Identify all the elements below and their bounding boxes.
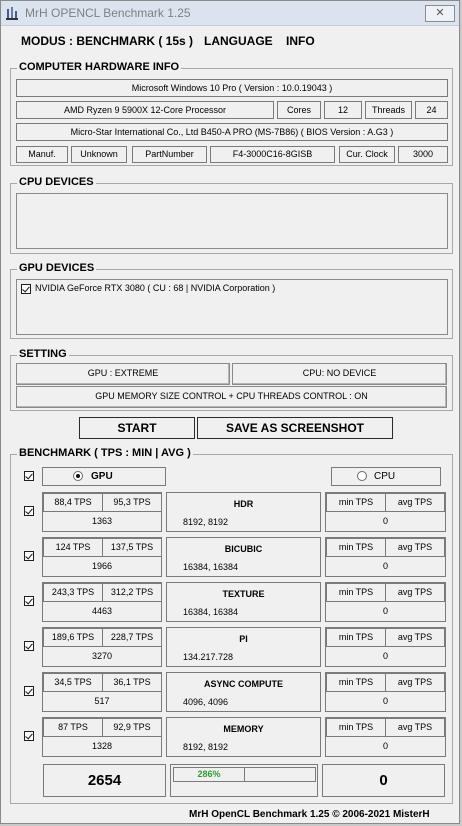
close-button[interactable]: ✕ [425, 5, 455, 22]
progress-panel [170, 764, 318, 797]
test-name: TEXTURE [222, 589, 265, 599]
cpu-radio[interactable] [357, 471, 367, 481]
gpu-avg-tps: 228,7 TPS [102, 628, 162, 647]
cpu-result-panel [325, 582, 446, 622]
test-info-panel [166, 717, 321, 757]
cpu-avg-tps: avg TPS [385, 673, 445, 692]
menu-modus[interactable]: MODUS : BENCHMARK ( 15s ) [21, 34, 194, 48]
gpu-result-panel [42, 537, 162, 577]
hardware-info-group [10, 61, 453, 166]
test-name: HDR [233, 499, 254, 509]
gpu-radio-label: GPU [91, 471, 113, 482]
test-checkbox-texture[interactable] [24, 596, 34, 606]
gpu-result-panel [42, 492, 162, 532]
gpu-avg-tps: 137,5 TPS [102, 538, 162, 557]
gpu-min-tps: 87 TPS [43, 718, 103, 737]
cpu-model-field: AMD Ryzen 9 5900X 12-Core Processor [16, 101, 274, 119]
clock-label: Cur. Clock [339, 146, 395, 163]
gpu-min-tps: 34,5 TPS [43, 673, 103, 692]
test-size: 134.217.728 [183, 652, 234, 662]
cores-label: Cores [277, 101, 321, 119]
test-info-panel [166, 672, 321, 712]
test-info-panel [166, 582, 321, 622]
test-size: 8192, 8192 [183, 742, 229, 752]
cpu-devices-title: CPU DEVICES [19, 176, 94, 188]
threads-label: Threads [365, 101, 412, 119]
cpu-radio-box[interactable] [331, 467, 441, 486]
benchmark-group [10, 447, 453, 804]
cpu-min-tps: min TPS [326, 493, 386, 512]
gpu-min-tps: 88,4 TPS [43, 493, 103, 512]
cpu-avg-tps: avg TPS [385, 583, 445, 602]
gpu-total-score: 2654 [43, 764, 166, 797]
cpu-score: 0 [382, 606, 388, 616]
gpu-setting-button[interactable]: GPU : EXTREME [16, 363, 230, 385]
threads-value: 24 [415, 101, 448, 119]
gpu-radio-box[interactable] [42, 467, 166, 486]
gpu-avg-tps: 95,3 TPS [102, 493, 162, 512]
cpu-avg-tps: avg TPS [385, 718, 445, 737]
hardware-info-title: COMPUTER HARDWARE INFO [19, 61, 180, 73]
gpu-devices-group [10, 262, 453, 339]
gpu-device-checkbox[interactable] [21, 284, 31, 294]
motherboard-field: Micro-Star International Co., Ltd B450-A PRO (MS-7B86) ( BIOS Version : A.G3 ) [16, 123, 448, 141]
gpu-result-panel [42, 672, 162, 712]
test-checkbox-memory[interactable] [24, 731, 34, 741]
test-name: BICUBIC [224, 544, 263, 554]
window-title: MrH OPENCL Benchmark 1.25 [25, 6, 191, 20]
cpu-result-panel [325, 537, 446, 577]
cpu-score: 0 [382, 516, 388, 526]
cpu-avg-tps: avg TPS [385, 493, 445, 512]
cpu-result-panel [325, 627, 446, 667]
footer-credit: MrH OpenCL Benchmark 1.25 © 2006-2021 MisterH [189, 809, 430, 820]
cpu-result-panel [325, 717, 446, 757]
cpu-devices-list[interactable] [16, 193, 448, 249]
test-size: 16384, 16384 [183, 607, 239, 617]
gpu-score: 3270 [91, 651, 113, 661]
test-name: PI [239, 634, 248, 644]
start-button[interactable]: START [79, 417, 195, 439]
test-checkbox-bicubic[interactable] [24, 551, 34, 561]
cpu-result-panel [325, 672, 446, 712]
setting-title: SETTING [19, 348, 67, 360]
test-name: MEMORY [223, 724, 264, 734]
percent-readout: 286% [173, 767, 245, 782]
cpu-radio-label: CPU [374, 471, 396, 482]
test-info-panel [166, 537, 321, 577]
cpu-score: 0 [382, 651, 388, 661]
gpu-avg-tps: 36,1 TPS [102, 673, 162, 692]
setting-group [10, 348, 453, 411]
gpu-devices-title: GPU DEVICES [19, 262, 95, 274]
cpu-score: 0 [382, 741, 388, 751]
gpu-min-tps: 243,3 TPS [43, 583, 103, 602]
cpu-min-tps: min TPS [326, 673, 386, 692]
save-screenshot-button[interactable]: SAVE AS SCREENSHOT [197, 417, 393, 439]
gpu-avg-tps: 312,2 TPS [102, 583, 162, 602]
manuf-value: Unknown [71, 146, 127, 163]
gpu-score: 517 [94, 696, 110, 706]
cpu-score: 0 [382, 696, 388, 706]
os-field: Microsoft Windows 10 Pro ( Version : 10.0.19043 ) [16, 79, 448, 97]
cpu-devices-group [10, 176, 453, 254]
cpu-avg-tps: avg TPS [385, 628, 445, 647]
gpu-devices-list[interactable] [16, 279, 448, 335]
partnumber-value: F4-3000C16-8GISB [210, 146, 335, 163]
cpu-setting-button[interactable]: CPU: NO DEVICE [232, 363, 447, 385]
gpu-score: 4463 [91, 606, 113, 616]
gpu-radio[interactable] [73, 471, 83, 481]
gpu-score: 1966 [91, 561, 113, 571]
menu-language[interactable]: LANGUAGE [204, 34, 273, 48]
gpu-score: 1363 [91, 516, 113, 526]
test-info-panel [166, 627, 321, 667]
cpu-min-tps: min TPS [326, 718, 386, 737]
partnumber-label: PartNumber [132, 146, 207, 163]
menu-info[interactable]: INFO [286, 34, 315, 48]
cpu-avg-tps: avg TPS [385, 538, 445, 557]
test-info-panel [166, 492, 321, 532]
title-bar [1, 1, 459, 26]
gpu-result-panel [42, 582, 162, 622]
gpu-score: 1328 [91, 741, 113, 751]
test-checkbox-hdr[interactable] [24, 506, 34, 516]
gpu-device-item[interactable]: NVIDIA GeForce RTX 3080 ( CU : 68 | NVIDIA Corporation ) [35, 283, 276, 293]
app-icon [6, 6, 18, 20]
test-size: 8192, 8192 [183, 517, 229, 527]
gpu-min-tps: 124 TPS [43, 538, 103, 557]
test-size: 4096, 4096 [183, 697, 229, 707]
manuf-label: Manuf. [16, 146, 68, 163]
cores-value: 12 [324, 101, 362, 119]
cpu-min-tps: min TPS [326, 583, 386, 602]
memory-control-button[interactable]: GPU MEMORY SIZE CONTROL + CPU THREADS CONTROL : ON [16, 386, 447, 408]
progress-track [244, 767, 316, 782]
benchmark-title: BENCHMARK ( TPS : MIN | AVG ) [19, 447, 191, 459]
test-size: 16384, 16384 [183, 562, 239, 572]
select-all-checkbox[interactable] [24, 471, 34, 481]
test-name: ASYNC COMPUTE [203, 679, 283, 689]
cpu-total-score: 0 [322, 764, 445, 797]
gpu-avg-tps: 92,9 TPS [102, 718, 162, 737]
cpu-min-tps: min TPS [326, 538, 386, 557]
test-checkbox-pi[interactable] [24, 641, 34, 651]
cpu-result-panel [325, 492, 446, 532]
test-checkbox-async-compute[interactable] [24, 686, 34, 696]
clock-value: 3000 [398, 146, 448, 163]
cpu-min-tps: min TPS [326, 628, 386, 647]
gpu-result-panel [42, 627, 162, 667]
cpu-score: 0 [382, 561, 388, 571]
gpu-result-panel [42, 717, 162, 757]
gpu-min-tps: 189,6 TPS [43, 628, 103, 647]
